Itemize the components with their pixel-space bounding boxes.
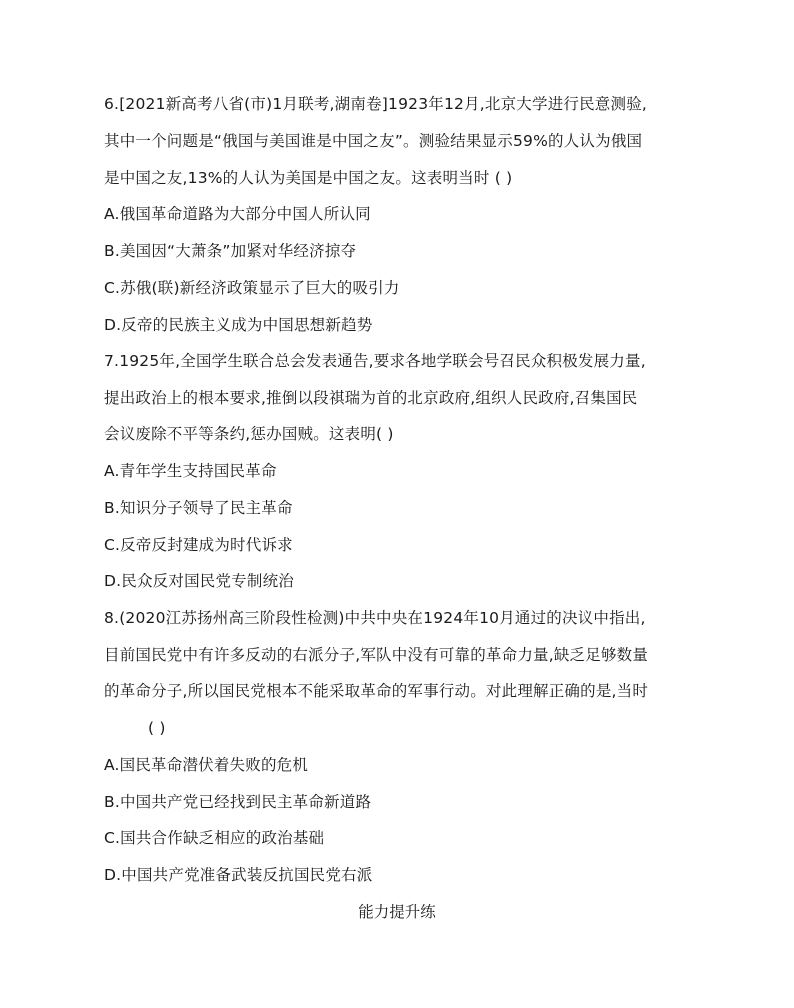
question-7-option-a: A.青年学生支持国民革命 — [104, 462, 277, 480]
question-8-option-a: A.国民革命潜伏着失败的危机 — [104, 756, 309, 774]
question-6-option-d: D.反帝的民族主义成为中国思想新趋势 — [104, 316, 373, 334]
question-8-option-c: C.国共合作缺乏相应的政治基础 — [104, 829, 325, 847]
question-7-option-b: B.知识分子领导了民主革命 — [104, 499, 293, 517]
question-6-stem-line-3: 是中国之友,13%的人认为美国是中国之友。这表明当时 ( ) — [104, 169, 513, 187]
question-8-option-b: B.中国共产党已经找到民主革命新道路 — [104, 793, 372, 811]
question-7-stem-line-2: 提出政治上的根本要求,推倒以段祺瑞为首的北京政府,组织人民政府,召集国民 — [104, 389, 638, 407]
question-8-option-d: D.中国共产党准备武装反抗国民党右派 — [104, 866, 373, 884]
question-8-stem-line-2: 目前国民党中有许多反动的右派分子,军队中没有可靠的革命力量,缺乏足够数量 — [104, 646, 649, 664]
question-6-option-c: C.苏俄(联)新经济政策显示了巨大的吸引力 — [104, 279, 400, 297]
question-8-answer-paren: ( ) — [148, 719, 166, 737]
section-title: 能力提升练 — [358, 903, 436, 921]
question-8-stem-line-1: 8.(2020江苏扬州高三阶段性检测)中共中央在1924年10月通过的决议中指出, — [104, 609, 646, 627]
question-7-option-d: D.民众反对国民党专制统治 — [104, 572, 294, 590]
question-8-stem-line-3: 的革命分子,所以国民党根本不能采取革命的军事行动。对此理解正确的是,当时 — [104, 682, 649, 700]
question-7-option-c: C.反帝反封建成为时代诉求 — [104, 536, 293, 554]
question-7-stem-line-3: 会议废除不平等条约,惩办国贼。这表明( ) — [104, 425, 394, 443]
question-7-stem-line-1: 7.1925年,全国学生联合总会发表通告,要求各地学联会号召民众积极发展力量, — [104, 352, 646, 370]
question-6-option-a: A.俄国革命道路为大部分中国人所认同 — [104, 205, 371, 223]
question-6-stem-line-1: 6.[2021新高考八省(市)1月联考,湖南卷]1923年12月,北京大学进行民意测验, — [104, 95, 648, 113]
question-6-option-b: B.美国因“大萧条”加紧对华经济掠夺 — [104, 242, 357, 260]
question-6-stem-line-2: 其中一个问题是“俄国与美国谁是中国之友”。测验结果显示59%的人认为俄国 — [104, 132, 643, 150]
